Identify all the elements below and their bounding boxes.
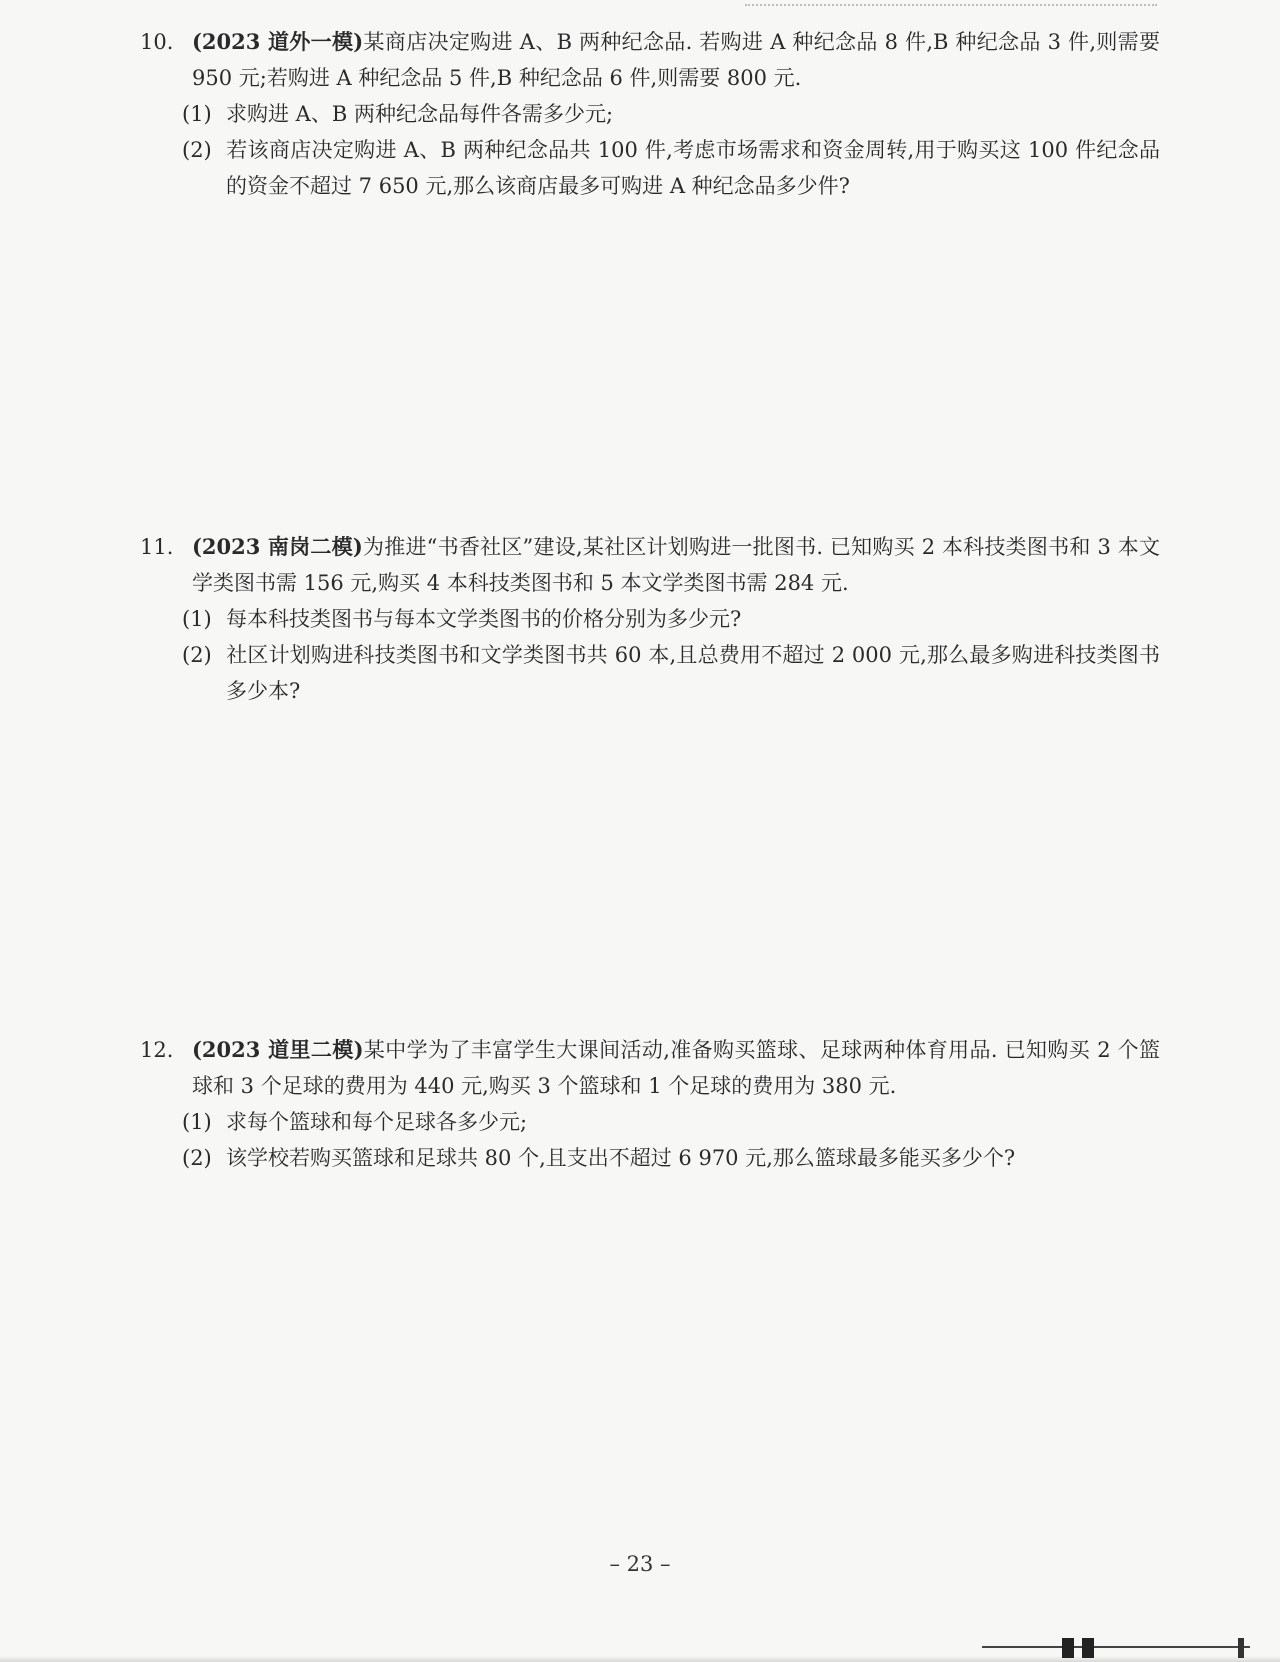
sub-question-text: 该学校若购买篮球和足球共 80 个,且支出不超过 6 970 元,那么篮球最多能买多少个? xyxy=(226,1146,1016,1170)
question-number: 11. xyxy=(140,535,174,559)
sub-question-label: (1) xyxy=(182,1110,212,1134)
question-text: 某中学为了丰富学生大课间活动,准备购买篮球、足球两种体育用品. 已知购买 2 个篮球和 3 个足球的费用为 440 元,购买 3 个篮球和 1 个足球的费用为 380 元. xyxy=(192,1038,1161,1098)
question-source: (2023 道外一模) xyxy=(192,29,364,54)
sub-question-2 xyxy=(174,637,1160,709)
question-text: 某商店决定购进 A、B 两种纪念品. 若购进 A 种纪念品 8 件,B 种纪念品 3 件,则需要 950 元;若购进 A 种纪念品 5 件,B 种纪念品 6 件,则需要 800 元. xyxy=(192,30,1160,90)
sub-question-label: (1) xyxy=(182,607,212,631)
question-number: 12. xyxy=(140,1038,174,1062)
page-bottom-shadow xyxy=(0,1656,1280,1662)
scan-mark-line xyxy=(982,1646,1250,1648)
sub-question-text: 求每个篮球和每个足球各多少元; xyxy=(226,1110,528,1134)
sub-question-1 xyxy=(174,96,1160,132)
sub-question-2 xyxy=(174,1140,1160,1176)
question-number: 10. xyxy=(140,30,174,54)
scan-mark-block xyxy=(1238,1638,1244,1658)
question-stem xyxy=(140,1032,1160,1104)
question-stem xyxy=(140,24,1160,96)
question-11 xyxy=(140,529,1160,709)
sub-question-label: (2) xyxy=(182,1146,212,1170)
question-text: 为推进“书香社区”建设,某社区计划购进一批图书. 已知购买 2 本科技类图书和 3 本文学类图书需 156 元,购买 4 本科技类图书和 5 本文学类图书需 284 元. xyxy=(192,535,1160,595)
question-source: (2023 道里二模) xyxy=(192,1037,364,1062)
sub-question-label: (2) xyxy=(182,643,212,667)
sub-question-text: 若该商店决定购进 A、B 两种纪念品共 100 件,考虑市场需求和资金周转,用于购买这 100 件纪念品的资金不超过 7 650 元,那么该商店最多可购进 A 种纪念品多少件? xyxy=(226,138,1160,198)
sub-question-1 xyxy=(174,601,1160,637)
sub-question-1 xyxy=(174,1104,1160,1140)
page-number: – 23 – xyxy=(609,1552,671,1576)
question-source: (2023 南岗二模) xyxy=(192,534,363,559)
question-stem xyxy=(140,529,1160,601)
scan-mark-block xyxy=(1082,1638,1094,1658)
top-edge-rule xyxy=(745,0,1157,6)
sub-question-label: (1) xyxy=(182,102,212,126)
sub-question-2 xyxy=(174,132,1160,204)
scan-mark-block xyxy=(1062,1638,1074,1658)
sub-question-text: 求购进 A、B 两种纪念品每件各需多少元; xyxy=(226,102,614,126)
sub-question-label: (2) xyxy=(182,138,212,162)
question-10 xyxy=(140,24,1160,204)
question-12 xyxy=(140,1032,1160,1176)
sub-question-text: 社区计划购进科技类图书和文学类图书共 60 本,且总费用不超过 2 000 元,那么最多购进科技类图书多少本? xyxy=(226,643,1160,703)
sub-question-text: 每本科技类图书与每本文学类图书的价格分别为多少元? xyxy=(226,607,742,631)
